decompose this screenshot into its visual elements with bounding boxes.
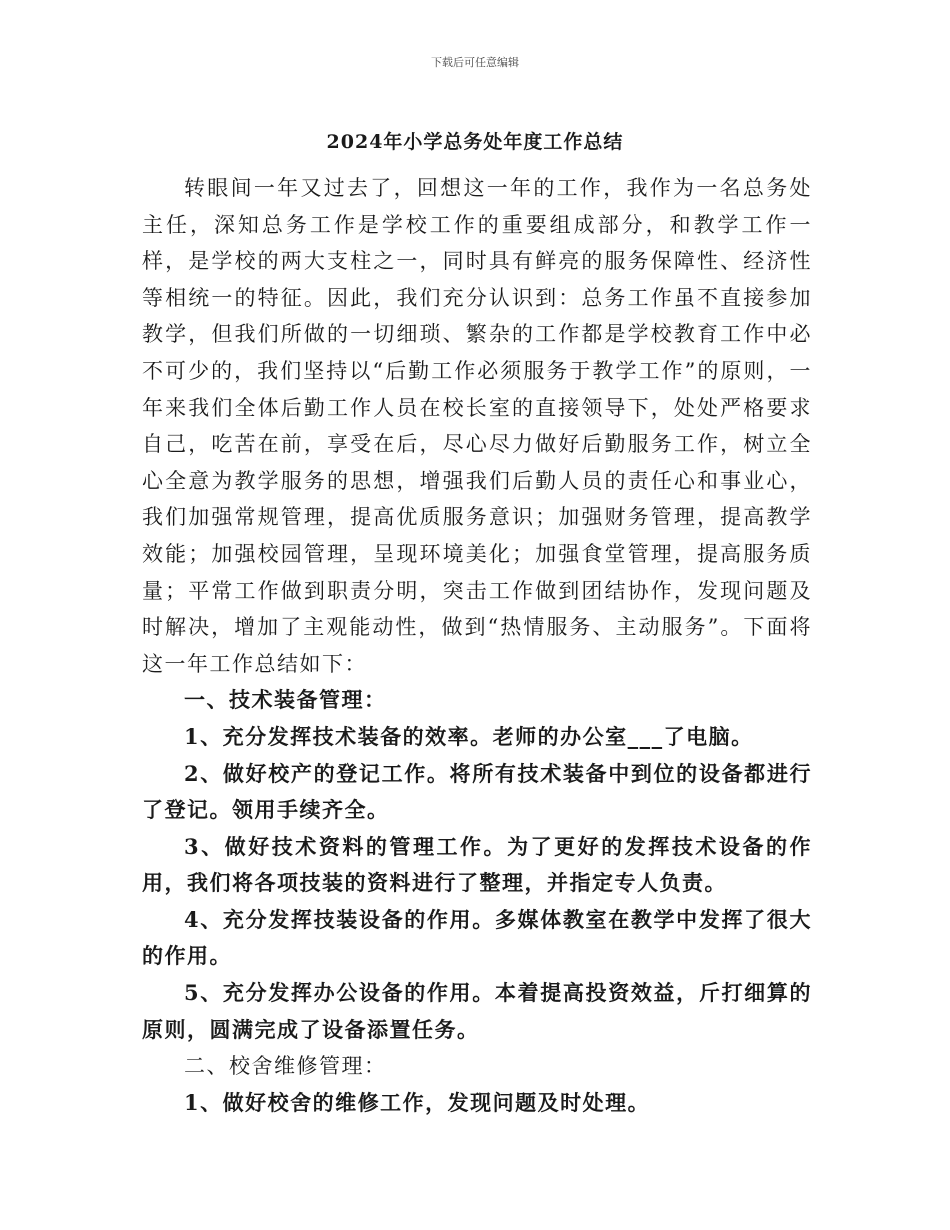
- section-heading-equipment: 一、技术装备管理：: [184, 687, 387, 713]
- document-title: 2024年小学总务处年度工作总结: [326, 131, 624, 153]
- page-header-note: 下载后可任意编辑: [431, 56, 519, 69]
- list-item: 5、充分发挥办公设备的作用。本着提高投资效益，斤打细算的原则，圆满完成了设备添置任务。: [142, 980, 812, 1042]
- document-body: [142, 170, 812, 1121]
- intro-paragraph: 转眼间一年又过去了，回想这一年的工作，我作为一名总务处主任，深知总务工作是学校工作的重要组成部分，和教学工作一样，是学校的两大支柱之一，同时具有鲜亮的服务保障性、经济性等相统一的特征。因此，我们充分认识到：总务工作虽不直接参加教学，但我们所做的一切细琐、繁杂的工作都是学校教育工作中必不可少的，我们坚持以“后勤工作必须服务于教学工作”的原则，一年来我们全体后勤工作人员在校长室的直接领导下，处处严格要求自己，吃苦在前，享受在后，尽心尽力做好后勤服务工作，树立全心全意为教学服务的思想，增强我们后勤人员的责任心和事业心，我们加强常规管理，提高优质服务意识；加强财务管理，提高教学效能；加强校园管理，呈现环境美化；加强食堂管理，提高服务质量；平常工作做到职责分明，突击工作做到团结协作，发现问题及时解决，增加了主观能动性，做到“热情服务、主动服务”。下面将这一年工作总结如下：: [142, 176, 812, 676]
- list-item: 4、充分发挥技装设备的作用。多媒体教室在教学中发挥了很大的作用。: [142, 906, 812, 969]
- list-item: 3、做好技术资料的管理工作。为了更好的发挥技术设备的作用，我们将各项技装的资料进行了整理，并指定专人负责。: [142, 833, 812, 896]
- list-item: 2、做好校产的登记工作。将所有技术装备中到位的设备都进行了登记。领用手续齐全。: [142, 760, 812, 823]
- section-heading-maintenance: 二、校舍维修管理：: [184, 1054, 387, 1079]
- list-item: 1、做好校舍的维修工作，发现问题及时处理。: [184, 1089, 651, 1115]
- list-item: 1、充分发挥技术装备的效率。老师的办公室___了电脑。: [184, 723, 754, 749]
